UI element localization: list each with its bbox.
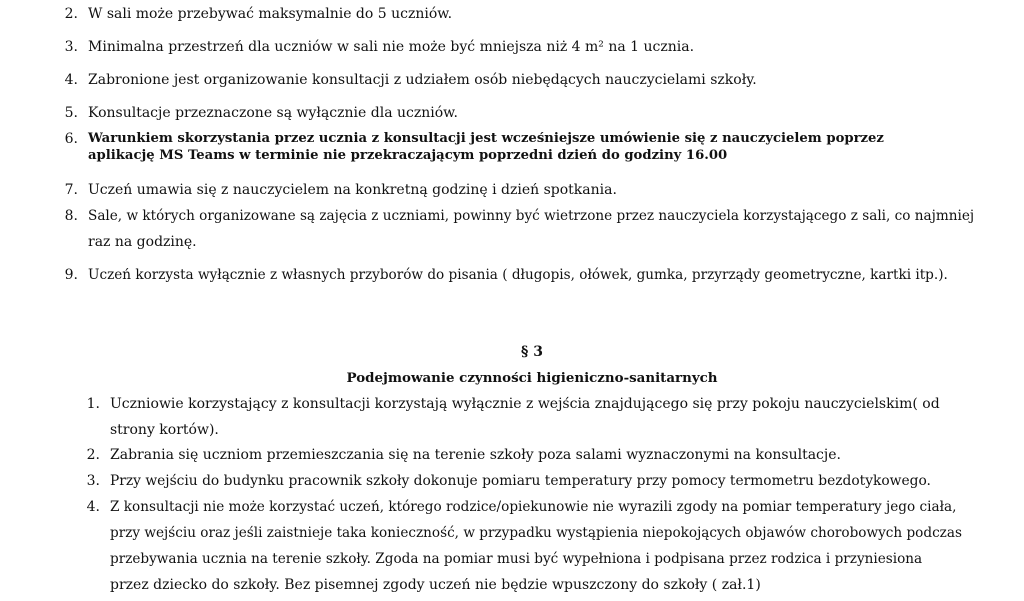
list-text: Konsultacje przeznaczone są wyłącznie dla uczniów. <box>88 105 458 121</box>
list-number: 4. <box>86 499 100 515</box>
list-number: 5. <box>64 105 78 121</box>
list-text: strony kortów). <box>110 422 219 438</box>
list-number: 1. <box>86 396 100 412</box>
list-text: Z konsultacji nie może korzystać uczeń, którego rodzice/opiekunowie nie wyrazili zgody na pomiar temperatury jego ciała, <box>110 499 957 515</box>
list-text: raz na godzinę. <box>88 234 197 250</box>
list-number: 8. <box>64 208 78 224</box>
list-text: przy wejściu oraz jeśli zaistnieje taka konieczność, w przypadku wystąpienia niepokojących objawów chorobowych podczas <box>110 525 962 541</box>
list-text-bold: aplikację MS Teams w terminie nie przekraczającym poprzedni dzień do godziny 16.00 <box>88 148 728 163</box>
list-text: W sali może przebywać maksymalnie do 5 uczniów. <box>88 6 453 22</box>
list-text: Sale, w których organizowane są zajęcia z uczniami, powinny być wietrzone przez nauczyciela korzystającego z sali, co najmniej <box>88 208 975 224</box>
list-number: 2. <box>64 6 78 22</box>
list-text: Przy wejściu do budynku pracownik szkoły dokonuje pomiaru temperatury przy pomocy termometru bezdotykowego. <box>110 473 931 489</box>
list-text: przez dziecko do szkoły. Bez pisemnej zgody uczeń nie będzie wpuszczony do szkoły ( zał.1) <box>110 577 761 593</box>
list-text: przebywania ucznia na terenie szkoły. Zgoda na pomiar musi być wypełniona i podpisana przez rodzica i przyniesiona <box>110 551 923 567</box>
list-text: Uczeń korzysta wyłącznie z własnych przyborów do pisania ( długopis, ołówek, gumka, przyrządy geometryczne, kartki itp.). <box>88 267 948 283</box>
list-text: Minimalna przestrzeń dla uczniów w sali nie może być mniejsza niż 4 m² na 1 ucznia. <box>88 39 695 55</box>
list-number: 3. <box>64 39 78 55</box>
list-number: 7. <box>64 182 78 198</box>
list-number: 6. <box>64 131 78 147</box>
section-number: § 3 <box>521 344 543 360</box>
section-title: Podejmowanie czynności higieniczno-sanitarnych <box>346 370 718 386</box>
list-text: Zabrania się uczniom przemieszczania się na terenie szkoły poza salami wyznaczonymi na konsultacje. <box>110 447 841 463</box>
list-number: 4. <box>64 72 78 88</box>
list-number: 9. <box>64 267 78 283</box>
list-text: Zabronione jest organizowanie konsultacji z udziałem osób niebędących nauczycielami szkoły. <box>88 72 757 88</box>
list-number: 2. <box>86 447 100 463</box>
list-text-bold: Warunkiem skorzystania przez ucznia z konsultacji jest wcześniejsze umówienie się z nauczycielem poprzez <box>88 131 884 146</box>
list-text: Uczeń umawia się z nauczycielem na konkretną godzinę i dzień spotkania. <box>88 182 617 198</box>
list-number: 3. <box>86 473 100 489</box>
list-text: Uczniowie korzystający z konsultacji korzystają wyłącznie z wejścia znajdującego się przy pokoju nauczycielskim( od <box>110 396 940 412</box>
